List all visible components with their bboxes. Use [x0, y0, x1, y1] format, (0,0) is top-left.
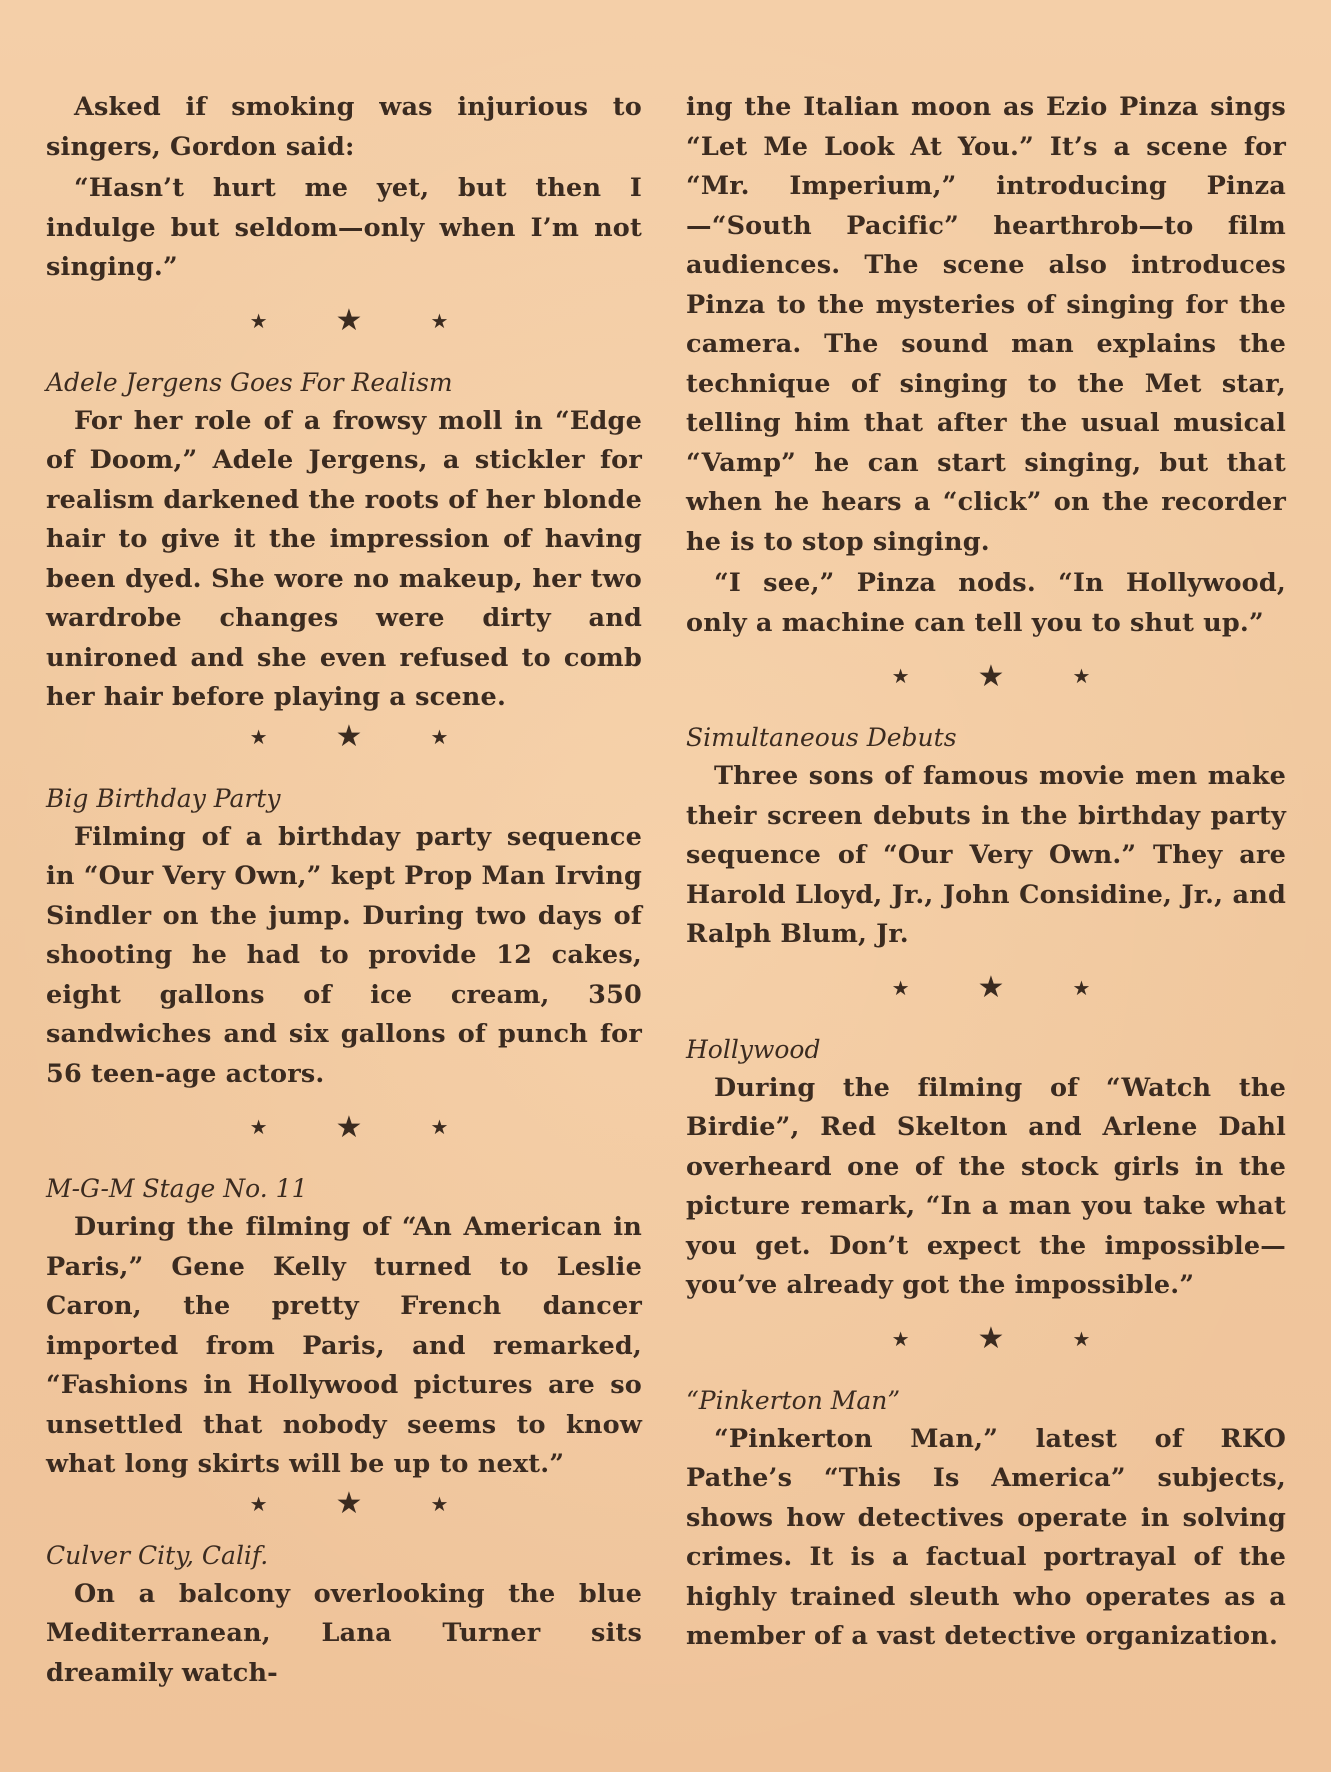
star-separator [686, 969, 1286, 1007]
star-separator [686, 657, 1286, 695]
star-icon: ★ [430, 308, 449, 333]
star-icon: ★ [891, 975, 910, 1000]
star-icon: ★ [977, 1321, 1005, 1356]
star-icon: ★ [430, 1115, 449, 1139]
article-heading: Adele Jergens Goes For Realism [46, 367, 453, 397]
right-column [686, 88, 1286, 1657]
star-icon: ★ [977, 658, 1005, 694]
pinza-quote: “I see,” Pinza nods. “In Hollywood, only a machine can tell you to shut up.” [686, 568, 1286, 638]
star-separator [46, 302, 642, 340]
star-icon: ★ [1072, 1326, 1091, 1351]
star-icon: ★ [1072, 975, 1091, 1000]
continued-paragraph: ing the Italian moon as Ezio Pinza sings “Let Me Look At You.” It’s a scene for “Mr. Imperium,” introducing Pinza—“South Pacific” hearthrob—to film audiences. The scene also introduces Pinza to the mysteries of singing for the camera. The sound man explains the technique of singing to the Met star, telling him that after the usual musical “Vamp” he can start singing, but that when he hears a “click” on the recorder he is to stop singing. [686, 92, 1286, 557]
star-icon: ★ [430, 1491, 449, 1516]
star-icon: ★ [335, 1109, 363, 1145]
star-icon: ★ [335, 719, 363, 754]
star-icon: ★ [335, 303, 363, 338]
article-heading: Culver City, Calif. [46, 1540, 269, 1570]
star-icon: ★ [1072, 664, 1091, 688]
star-icon: ★ [430, 724, 449, 749]
article-body: Filming of a birthday party sequence in “Our Very Own,” kept Prop Man Irving Sindler on the jump. During two days of shooting he had to provide 12 cakes, eight gallons of ice cream, 350 sandwiches and six gallons of punch for 56 teen-age actors. [46, 821, 642, 1089]
star-separator [46, 718, 642, 756]
article-body: During the filming of “An American in Paris,” Gene Kelly turned to Leslie Caron, the pretty French dancer imported from Paris, and remarked, “Fashions in Hollywood pictures are so unsettled that nobody seems to know what long skirts will be up to next.” [46, 1212, 642, 1479]
star-icon: ★ [977, 970, 1005, 1005]
article-body: On a balcony overlooking the blue Mediterranean, Lana Turner sits dreamily watch- [46, 1578, 642, 1688]
star-icon: ★ [335, 1486, 363, 1521]
star-icon: ★ [249, 1115, 268, 1139]
star-icon: ★ [891, 1326, 910, 1351]
article-body: Three sons of famous movie men make their screen debuts in the birthday party sequence of “Our Very Own.” They are Harold Lloyd, Jr., John Considine, Jr., and Ralph Blum, Jr. [686, 761, 1286, 949]
star-icon: ★ [249, 1491, 268, 1516]
article-heading: Hollywood [686, 1034, 821, 1064]
article-heading: Simultaneous Debuts [686, 723, 957, 752]
star-separator [686, 1320, 1286, 1358]
star-separator [46, 1108, 642, 1146]
article-body: During the filming of “Watch the Birdie”, Red Skelton and Arlene Dahl overheard one of the stock girls in the picture remark, “In a man you take what you get. Don’t expect the impossible—you’ve already got the impossible.” [686, 1072, 1286, 1300]
article-heading: Big Birthday Party [46, 783, 281, 813]
star-icon: ★ [891, 664, 910, 688]
gordon-quote: “Hasn’t hurt me yet, but then I indulge but seldom—only when I’m not singing.” [46, 173, 642, 282]
star-icon: ★ [249, 308, 268, 333]
intro-paragraph: Asked if smoking was injurious to singers, Gordon said: [46, 92, 642, 162]
star-separator [46, 1485, 642, 1523]
star-icon: ★ [249, 724, 268, 749]
article-heading: M-G-M Stage No. 11 [46, 1174, 308, 1203]
article-heading: “Pinkerton Man” [686, 1385, 901, 1415]
article-body: For her role of a frowsy moll in “Edge of Doom,” Adele Jergens, a stickler for realism darkened the roots of her blonde hair to give it the impression of having been dyed. She wore no makeup, her two wardrobe changes were dirty and unironed and she even refused to comb her hair before playing a scene. [46, 405, 642, 712]
left-column [46, 88, 642, 1693]
article-body: “Pinkerton Man,” latest of RKO Pathe’s “This Is America” subjects, shows how detectives operate in solving crimes. It is a factual portrayal of the highly trained sleuth who operates as a member of a vast detective organization. [686, 1423, 1286, 1651]
